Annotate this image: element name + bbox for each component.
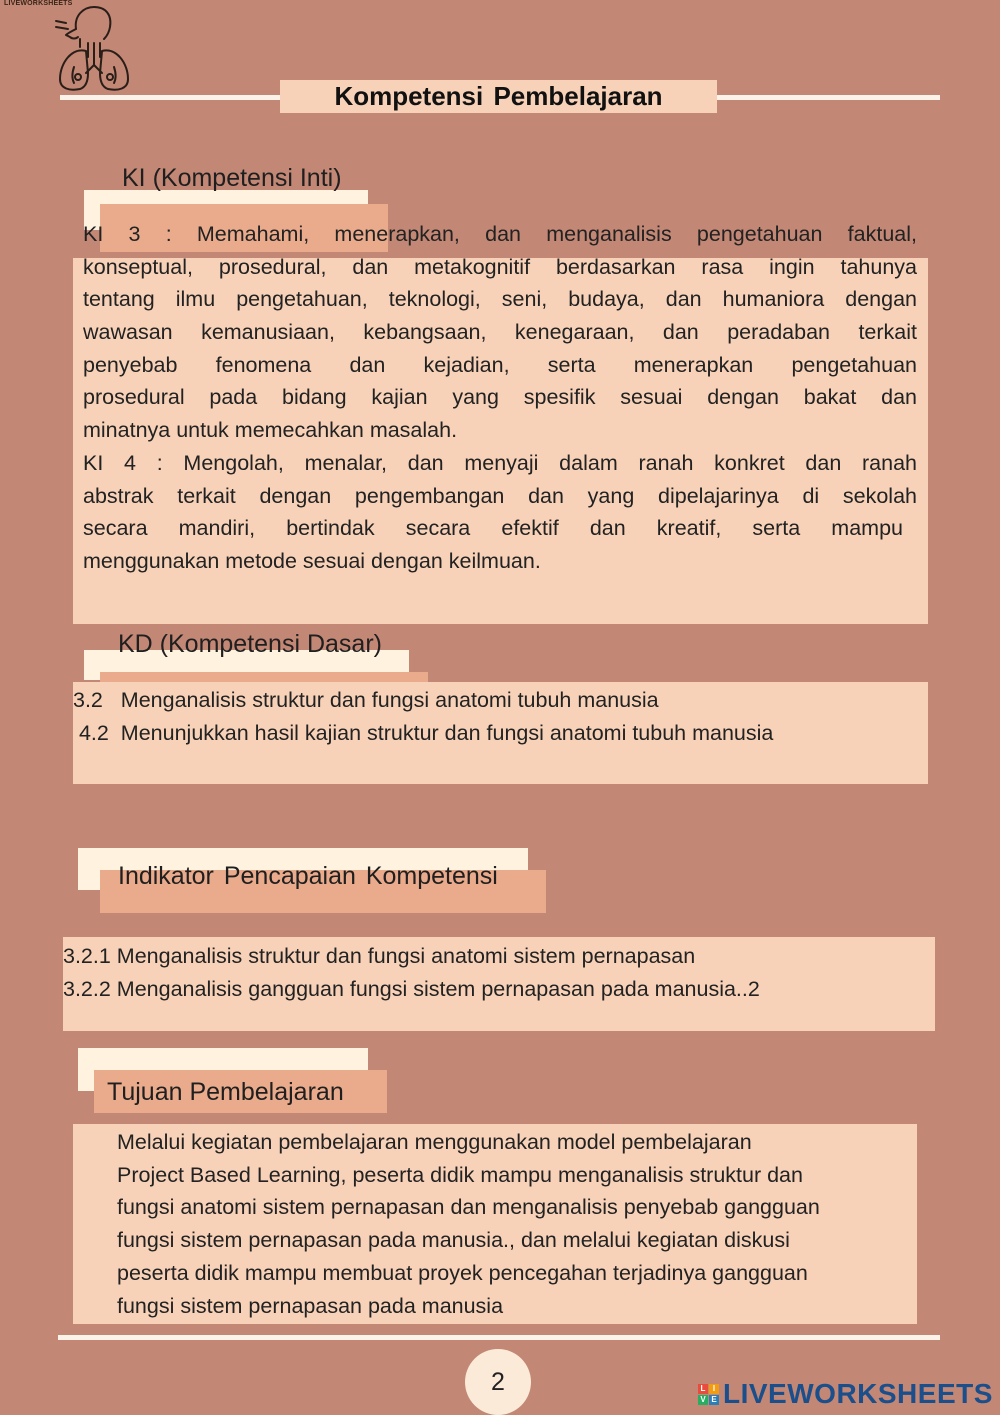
ki-line: minatnya untuk memecahkan masalah.	[83, 418, 458, 443]
ki-line: abstrak terkait dengan pengembangan dan yang dipelajarinya di sekolah	[83, 483, 917, 508]
title-rule-left	[60, 95, 300, 100]
lungs-icon	[54, 3, 134, 95]
ki-line: KI 3 : Memahami, menerapkan, dan menganalisis pengetahuan faktual,	[83, 222, 917, 246]
ki-line: tentang ilmu pengetahuan, teknologi, seni, budaya, dan humaniora dengan	[83, 287, 917, 312]
ki-line: KI 4 : Mengolah, menalar, dan menyaji dalam ranah konkret dan ranah	[83, 450, 917, 475]
tp-line: fungsi sistem pernapasan pada manusia	[117, 1293, 504, 1318]
tp-line: peserta didik mampu membuat proyek pencegahan terjadinya gangguan	[117, 1260, 808, 1285]
page-number: 2	[465, 1349, 531, 1415]
ki-text	[83, 218, 917, 578]
tp-text	[117, 1126, 820, 1322]
badge-letter: L	[698, 1384, 708, 1394]
kd-item: 4.2 Menunjukkan hasil kajian struktur dan fungsi anatomi tubuh manusia	[73, 721, 774, 745]
tp-line: Melalui kegiatan pembelajaran menggunakan model pembelajaran	[117, 1130, 752, 1154]
ki-line: penyebab fenomena dan kejadian, serta menerapkan pengetahuan	[83, 352, 917, 377]
badge-letter: I	[709, 1384, 719, 1394]
ki-line: wawasan kemanusiaan, kebangsaan, kenegaraan, dan peradaban terkait	[83, 320, 917, 345]
tp-line: Project Based Learning, peserta didik mampu menganalisis struktur dan	[117, 1162, 803, 1187]
kd-list	[73, 684, 773, 750]
page-title: Kompetensi Pembelajaran	[280, 80, 717, 113]
top-watermark: LIVEWORKSHEETS	[4, 0, 73, 7]
badge-letter: E	[709, 1395, 719, 1405]
ipk-item: 3.2.1 Menganalisis struktur dan fungsi anatomi sistem pernapasan	[63, 944, 696, 968]
ipk-list	[63, 940, 760, 1006]
liveworksheets-wordmark: LIVEWORKSHEETS	[723, 1378, 993, 1409]
ki-line: prosedural pada bidang kajian yang spesifik sesuai dengan bakat dan	[83, 385, 917, 410]
liveworksheets-logo[interactable]	[698, 1378, 993, 1410]
badge-letter: V	[698, 1395, 708, 1405]
ipk-heading: Indikator Pencapaian Kompetensi	[118, 862, 498, 890]
ki-heading: KI (Kompetensi Inti)	[122, 164, 342, 192]
tp-line: fungsi anatomi sistem pernapasan dan menganalisis penyebab gangguan	[117, 1195, 820, 1220]
kd-item: 3.2 Menganalisis struktur dan fungsi anatomi tubuh manusia	[73, 688, 659, 712]
kd-heading: KD (Kompetensi Dasar)	[118, 630, 382, 658]
title-rule-right	[700, 95, 940, 100]
tp-heading: Tujuan Pembelajaran	[107, 1078, 344, 1106]
ipk-item: 3.2.2 Menganalisis gangguan fungsi sistem pernapasan pada manusia..2	[63, 977, 760, 1001]
ki-line: menggunakan metode sesuai dengan keilmuan.	[83, 548, 541, 573]
tp-line: fungsi sistem pernapasan pada manusia., dan melalui kegiatan diskusi	[117, 1228, 790, 1253]
bottom-rule	[58, 1335, 940, 1340]
ki-line: konseptual, prosedural, dan metakognitif berdasarkan rasa ingin tahunya	[83, 254, 917, 279]
liveworksheets-badge-icon	[698, 1384, 719, 1405]
ki-line: secara mandiri, bertindak secara efektif dan kreatif, serta mampu	[83, 516, 903, 541]
